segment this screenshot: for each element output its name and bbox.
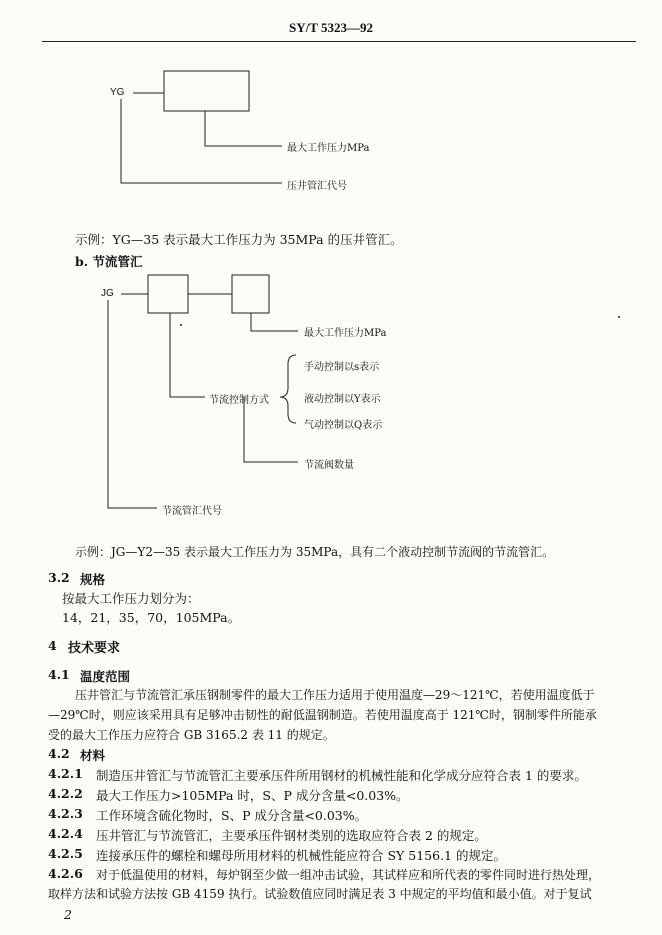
s41-p2: —29℃时，则应该采用具有足够冲击韧性的耐低温钢制造。若使用温度高于 121℃时，钢制零件所能承 — [48, 708, 597, 722]
s32-num: 3.2 — [48, 570, 70, 585]
s42-title: 材料 — [80, 748, 106, 763]
page-header: SY/T 5323—92 — [289, 20, 373, 35]
jg-label-valves: 节流阀数量 — [304, 460, 354, 471]
item-text: 对于低温使用的材料，每炉钢至少做一组冲击试验，其试样应和所代表的零件同时进行热处理， — [96, 868, 601, 882]
page-number: 2 — [64, 907, 72, 922]
jg-code-leader — [108, 300, 157, 508]
item-num: 4.2.2 — [48, 786, 83, 801]
s32-line2: 14，21，35，70，105MPa。 — [62, 610, 241, 625]
heading-b: b. 节流管汇 — [75, 254, 143, 269]
s41-num: 4.1 — [48, 667, 70, 682]
item-text: 连接承压件的螺栓和螺母所用材料的机械性能应符合 SY 5156.1 的规定。 — [96, 848, 506, 863]
item-num: 4.2.4 — [48, 826, 83, 841]
s32-line1: 按最大工作压力划分为： — [62, 591, 200, 606]
item-426-continuation: 取样方法和试验方法按 GB 4159 执行。试验数值应同时满足表 3 中规定的平均值和最小值。对于复试 — [48, 887, 592, 901]
scan-dot — [180, 324, 182, 326]
example-yg: 示例：YG—35 表示最大工作压力为 35MPa 的压井管汇。 — [75, 232, 403, 247]
item-num: 4.2.3 — [48, 806, 83, 821]
example-jg: 示例：JG—Y2—35 表示最大工作压力为 35MPa，具有二个液动控制节流阀的节流管汇。 — [75, 545, 555, 559]
item-text: 制造压井管汇与节流管汇主要承压件所用钢材的机械性能和化学成分应符合表 1 的要求。 — [96, 768, 587, 783]
item-text: 最大工作压力>105MPa 时，S、P 成分含量<0.03%。 — [96, 788, 409, 803]
yg-pressure-leader — [205, 111, 282, 146]
item-text: 工作环境含硫化物时，S、P 成分含量<0.03%。 — [96, 808, 368, 823]
jg-label-hydraulic: 液动控制以Y表示 — [304, 394, 381, 405]
jg-label-pneumatic: 气动控制以Q表示 — [304, 420, 383, 431]
jg-valves-leader — [244, 397, 298, 462]
jg-control-leader — [170, 313, 205, 397]
item-text: 压井管汇与节流管汇，主要承压件钢材类别的选取应符合表 2 的规定。 — [96, 828, 487, 843]
s41-p3: 受的最大工作压力应符合 GB 3165.2 表 11 的规定。 — [48, 728, 335, 742]
jg-label-code: 节流管汇代号 — [162, 506, 222, 517]
s42-num: 4.2 — [48, 746, 70, 761]
scan-dot — [618, 316, 620, 318]
jg-code: JG — [101, 288, 114, 299]
s41-p1: 压井管汇与节流管汇承压钢制零件的最大工作压力适用于使用温度—29～121℃，若使用温度低于 — [75, 688, 595, 702]
yg-label-code: 压井管汇代号 — [287, 181, 347, 192]
jg-label-manual: 手动控制以s表示 — [304, 362, 380, 373]
yg-label-pressure: 最大工作压力MPa — [287, 143, 370, 154]
jg-pressure-leader — [251, 313, 298, 331]
s4-title: 技术要求 — [68, 641, 121, 656]
jg-control-box — [148, 275, 188, 313]
jg-label-pressure: 最大工作压力MPa — [304, 328, 387, 339]
jg-control-brace — [280, 355, 296, 423]
item-num: 4.2.6 — [48, 866, 83, 881]
item-num: 4.2.1 — [48, 766, 83, 781]
item-num: 4.2.5 — [48, 846, 83, 861]
yg-pressure-box — [164, 71, 249, 111]
jg-label-control: 节流控制方式 — [209, 395, 269, 406]
jg-pressure-box — [232, 275, 269, 313]
s4-num: 4 — [48, 638, 57, 653]
yg-code-leader — [121, 99, 282, 183]
s41-title: 温度范围 — [80, 669, 131, 684]
yg-code: YG — [110, 87, 125, 98]
s32-title: 规格 — [80, 572, 106, 587]
